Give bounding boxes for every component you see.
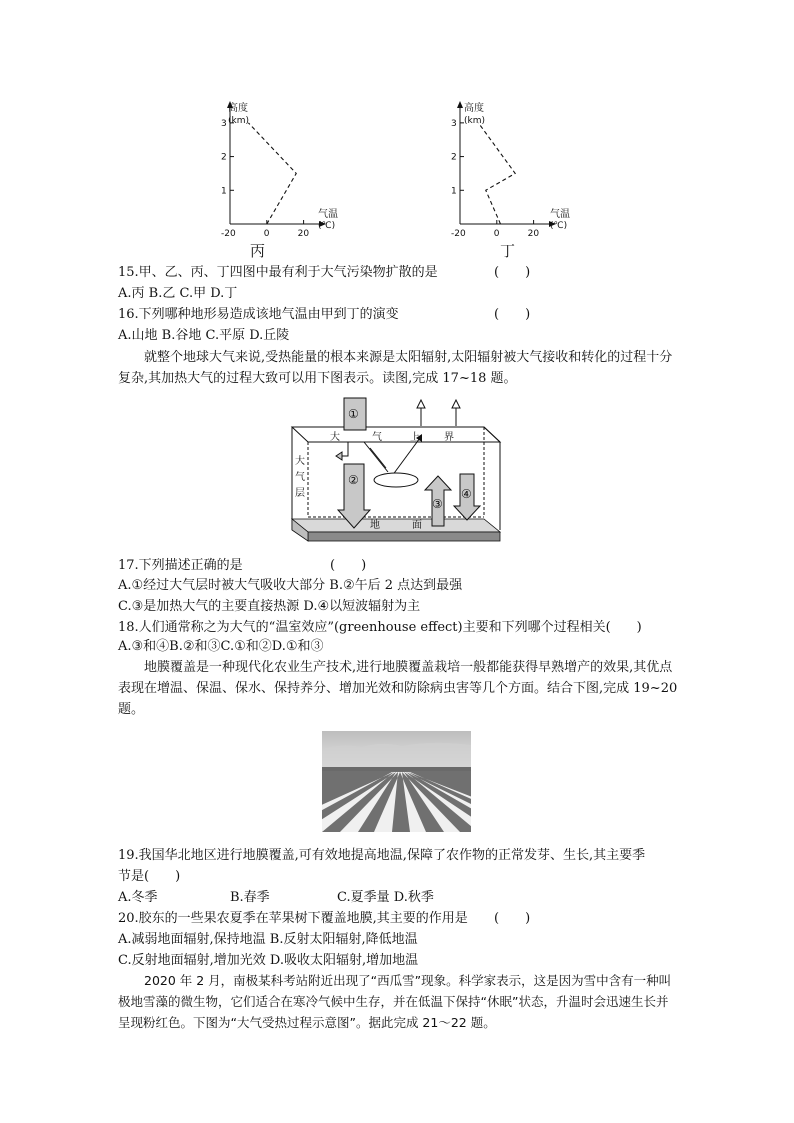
side-char-3: 层 [295, 488, 305, 499]
question-18-options: A.③和④B.②和③C.①和②D.①和③ [118, 639, 324, 654]
top-char-4: 界 [444, 432, 454, 443]
x-tick-label: -20 [221, 229, 236, 239]
question-15 [118, 264, 438, 282]
chart-bing [210, 98, 340, 258]
question-20: 20.胶东的一些果农夏季在苹果树下覆盖地膜,其主要的作用是 [118, 911, 468, 926]
space-arrowhead-2 [452, 400, 460, 408]
question-18: 18.人们通常称之为大气的“温室效应”(greenhouse effect)主要和下列哪个过程相关( ) [118, 620, 642, 635]
intro-19-20: 地膜覆盖是一种现代化农业生产技术,进行地膜覆盖栽培一般都能获得早熟增产的效果,其优点表现在增温、保温、保水、保持养分、增加光效和防除病虫害等几个方面。结合下图,完成 19~20 题。 [118, 660, 678, 717]
question-15-options: A.丙 B.乙 C.甲 D.丁 [118, 286, 238, 301]
intro-21-22: 2020 年 2 月，南极某科考站附近出现了“西瓜雪”现象。科学家表示，这是因为雪中含有一种叫极地雪藻的微生物，它们适合在寒冷气候中生存，并在低温下保持“休眠”状态，升温时会迅速生长并呈现粉红色。下图为“大气受热过程示意图”。据此完成 21～22 题。 [118, 973, 672, 1030]
answer-bracket: ( ) [330, 558, 367, 573]
x-ticks [451, 220, 539, 239]
answer-bracket: ( ) [494, 307, 531, 322]
y-axis-label: 高度 [228, 103, 248, 114]
y-tick-label: 1 [451, 186, 457, 197]
x-tick-label: 20 [527, 229, 540, 239]
question-19-option-cd: C.夏季量 D.秋季 [337, 890, 434, 905]
question-17-options-2: C.③是加热大气的主要直接热源 D.④以短波辐射为主 [118, 599, 421, 614]
y-ticks [451, 119, 464, 196]
x-axis-unit: (℃) [550, 221, 568, 231]
top-char-1: 大 [330, 432, 340, 443]
question-text: 15.甲、乙、丙、丁四图中最有利于大气污染物扩散的是 [118, 265, 438, 280]
chart-bing-title: 丙 [250, 242, 266, 260]
question-20-options-2: C.反射地面辐射,增加光效 D.吸收太阳辐射,增加地温 [118, 953, 419, 968]
y-tick-label: 1 [221, 186, 227, 197]
label-3: ③ [432, 497, 443, 511]
field-image [322, 731, 471, 832]
y-axis-label: 高度 [464, 103, 484, 114]
y-tick-label: 3 [221, 118, 227, 129]
absorbed-arrowhead [336, 452, 342, 460]
x-tick-label: -20 [451, 229, 466, 239]
box-top-face [292, 427, 500, 442]
space-arrowhead-1 [417, 400, 425, 408]
temperature-line [248, 123, 296, 224]
question-20-options-1: A.减弱地面辐射,保持地温 B.反射太阳辐射,降低地温 [118, 932, 418, 947]
ground-char-2: 面 [412, 520, 422, 531]
ground-top [292, 519, 500, 532]
question-19: 19.我国华北地区进行地膜覆盖,可有效地提高地温,保障了农作物的正常发芽、生长,其主要季 [118, 848, 646, 863]
answer-bracket: ( ) [494, 265, 531, 280]
x-ticks [221, 220, 309, 239]
question-17-options-1: A.①经过大气层时被大气吸收大部分 B.②午后 2 点达到最强 [118, 578, 463, 593]
mulched-field-photo [322, 731, 471, 832]
y-tick-label: 2 [221, 152, 227, 163]
x-axis-label: 气温 [550, 209, 570, 220]
y-ticks [221, 119, 234, 196]
y-axis-unit: (km) [464, 116, 486, 126]
x-tick-label: 20 [297, 229, 310, 239]
question-19-option-b: B.春季 [230, 890, 270, 905]
atmosphere-heating-diagram [288, 392, 504, 544]
reflect-line-1 [364, 442, 388, 472]
reflect-line-3 [370, 448, 386, 468]
question-16: 16.下列哪种地形易造成该地气温由甲到丁的演变 [118, 307, 399, 322]
ground-front [308, 532, 500, 541]
x-axis-unit: (℃) [318, 221, 336, 231]
question-19-option-a: A.冬季 [118, 890, 158, 905]
question-19-cont: 节是( ) [118, 869, 181, 884]
top-char-3: 上 [410, 432, 420, 443]
y-tick-label: 3 [451, 118, 457, 129]
x-tick-label: 0 [493, 229, 500, 239]
label-1: ① [348, 407, 359, 421]
label-4: ④ [461, 487, 472, 501]
side-char-1: 大 [295, 456, 305, 467]
side-char-2: 气 [295, 472, 305, 483]
chart-ding-title: 丁 [500, 242, 516, 260]
x-axis-label: 气温 [318, 209, 338, 220]
chart-ding [440, 98, 580, 258]
question-17: 17.下列描述正确的是 [118, 558, 243, 573]
question-16-options: A.山地 B.谷地 C.平原 D.丘陵 [118, 328, 290, 343]
y-axis-unit: (km) [228, 116, 250, 126]
cloud [374, 473, 418, 487]
label-2: ② [348, 473, 359, 487]
top-char-2: 气 [372, 432, 382, 443]
y-tick-label: 2 [451, 152, 457, 163]
reflect-line-2 [392, 438, 420, 476]
y-axis-arrow [457, 101, 463, 108]
x-tick-label: 0 [263, 229, 270, 239]
ground-char-1: 地 [370, 520, 380, 531]
answer-bracket: ( ) [494, 911, 531, 926]
temperature-line [478, 123, 515, 224]
intro-17-18: 就整个地球大气来说,受热能量的根本来源是太阳辐射,太阳辐射被大气接收和转化的过程十分复杂,其加热大气的过程大致可以用下图表示。读图,完成 17~18 题。 [118, 350, 673, 386]
